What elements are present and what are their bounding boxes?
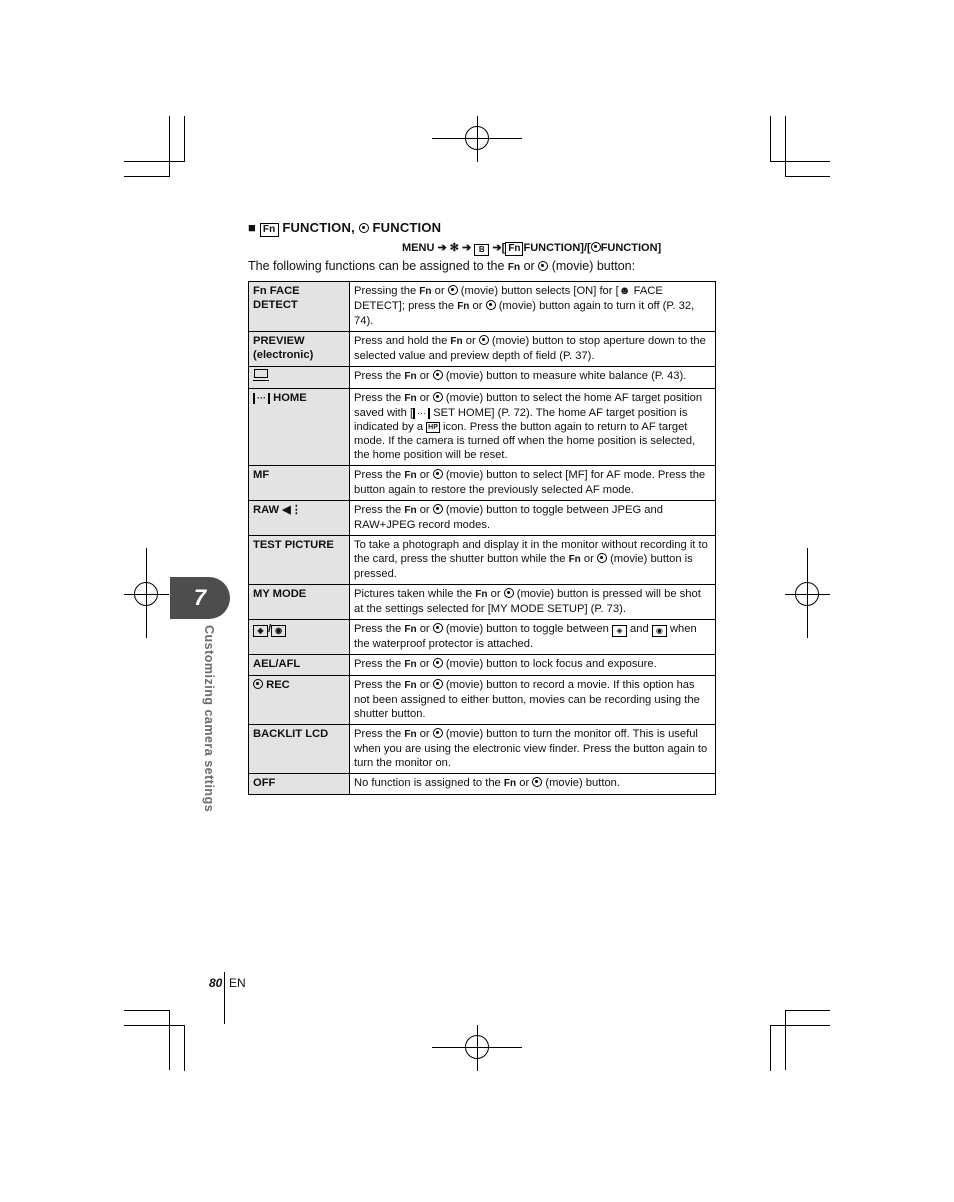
raw-icon: ◀⋮ (282, 504, 303, 516)
movie-button-icon (433, 728, 443, 738)
function-name: MF (249, 466, 350, 501)
function-description: Press the Fn or (movie) button to select [MF] for AF mode. Press the button again to restore the previously selected AF mode. (350, 466, 716, 501)
af-target-icon: ··· (253, 393, 270, 404)
arrow-icon: ➔ (462, 242, 472, 254)
fn-button-icon: Fn (505, 242, 523, 256)
movie-button-icon (433, 623, 443, 633)
function-description: Pressing the Fn or (movie) button selects [ON] for [☻ FACE DETECT]; press the Fn or (movie) button again to turn it off (P. 32, 74). (350, 282, 716, 332)
footer-divider (224, 972, 225, 1024)
table-row (249, 585, 716, 620)
home-position-icon: HP (428, 424, 438, 431)
function-table (248, 281, 716, 795)
movie-button-icon (433, 504, 443, 514)
underwater-macro-icon: ◉ (652, 625, 667, 637)
function-name: ◈ / ◉ (249, 620, 350, 655)
table-row (249, 774, 716, 795)
function-description: Press the Fn or (movie) button to measure white balance (P. 43). (350, 367, 716, 389)
function-name: AEL/AFL (249, 655, 350, 676)
menu-path: MENU ➔ ✻ ➔ B ➔[ Fn FUNCTION]/[ FUNCTION] (402, 242, 662, 254)
movie-button-icon (448, 285, 458, 295)
function-description: Press the Fn or (movie) button to toggle between ◈ and ◉ when the waterproof protector is attached. (350, 620, 716, 655)
function-name: MY MODE (249, 585, 350, 620)
table-row (249, 655, 716, 676)
function-name: RAW ◀⋮ (249, 501, 350, 536)
table-row (249, 389, 716, 466)
movie-button-icon (359, 223, 369, 233)
bullet-square-icon: ■ (248, 220, 257, 235)
custom-menu-icon: ✻ (449, 242, 459, 254)
movie-button-icon (532, 777, 542, 787)
movie-button-icon (433, 370, 443, 380)
movie-button-icon (433, 469, 443, 479)
function-description: Press the Fn or (movie) button to toggle between JPEG and RAW+JPEG record modes. (350, 501, 716, 536)
one-touch-white-balance-icon (253, 369, 269, 381)
movie-button-icon (253, 679, 263, 689)
table-row (249, 466, 716, 501)
table-row (249, 620, 716, 655)
face-detect-icon: ☻ (618, 285, 631, 297)
function-description: Press the Fn or (movie) button to lock focus and exposure. (350, 655, 716, 676)
table-row (249, 536, 716, 585)
movie-button-icon (486, 300, 496, 310)
function-name: TEST PICTURE (249, 536, 350, 585)
chapter-tab: 7 (170, 577, 230, 619)
function-description: Press the Fn or (movie) button to record a movie. If this option has not been assigned to either button, movies can be recording using the shutter button. (350, 676, 716, 725)
movie-button-icon (433, 392, 443, 402)
language-code: EN (229, 976, 246, 990)
underwater-macro-icon: ◉ (271, 625, 286, 637)
section-heading (248, 220, 441, 237)
chapter-title: Customizing camera settings (202, 625, 216, 813)
function-name: Fn FACE DETECT (249, 282, 350, 332)
intro-text: The following functions can be assigned to the Fn or (movie) button: (248, 259, 636, 273)
table-row (249, 501, 716, 536)
function-name: PREVIEW (electronic) (249, 332, 350, 367)
function-name: BACKLIT LCD (249, 725, 350, 774)
movie-button-icon (433, 679, 443, 689)
af-target-icon: ··· (413, 408, 430, 419)
underwater-wide-icon: ◈ (253, 625, 268, 637)
menu-label: MENU (402, 242, 435, 254)
table-row (249, 725, 716, 774)
button-settings-icon: B (474, 244, 489, 256)
arrow-icon: ➔ (437, 242, 447, 254)
movie-button-icon (538, 261, 548, 271)
function-description: No function is assigned to the Fn or (movie) button. (350, 774, 716, 795)
movie-button-icon (591, 242, 601, 252)
function-description: Pictures taken while the Fn or (movie) button is pressed will be shot at the settings selected for [MY MODE SETUP] (P. 73). (350, 585, 716, 620)
movie-button-icon (479, 335, 489, 345)
movie-button-icon (597, 553, 607, 563)
function-name: REC (249, 676, 350, 725)
table-row (249, 282, 716, 332)
function-description: To take a photograph and display it in the monitor without recording it to the card, press the shutter button while the Fn or (movie) button is pressed. (350, 536, 716, 585)
arrow-icon: ➔ (492, 242, 502, 254)
function-name (249, 367, 350, 389)
function-description: Press the Fn or (movie) button to select the home AF target position saved with [ ··· SET HOME] (P. 72). The home AF target position is indicated by a HP icon. Press the button again to return to AF target mode. If the camera is turned off when the home position is selected, the home position will be reset. (350, 389, 716, 466)
table-row (249, 676, 716, 725)
fn-button-icon: Fn (507, 262, 521, 273)
function-description: Press and hold the Fn or (movie) button to stop aperture down to the selected value and preview depth of field (P. 37). (350, 332, 716, 367)
function-name: ··· HOME (249, 389, 350, 466)
function-name: OFF (249, 774, 350, 795)
table-row (249, 332, 716, 367)
fn-button-icon: Fn (260, 223, 279, 237)
menu-path-item: FUNCTION]/[ (523, 242, 591, 254)
movie-button-icon (504, 588, 514, 598)
page-number: 80 (209, 976, 223, 990)
heading-text: FUNCTION, (282, 220, 355, 235)
menu-path-item: FUNCTION] (600, 242, 662, 254)
heading-text-2: FUNCTION (372, 220, 442, 235)
underwater-wide-icon: ◈ (612, 625, 627, 637)
movie-button-icon (433, 658, 443, 668)
table-row (249, 367, 716, 389)
function-description: Press the Fn or (movie) button to turn the monitor off. This is useful when you are using the electronic view finder. Press the button again to turn the monitor on. (350, 725, 716, 774)
